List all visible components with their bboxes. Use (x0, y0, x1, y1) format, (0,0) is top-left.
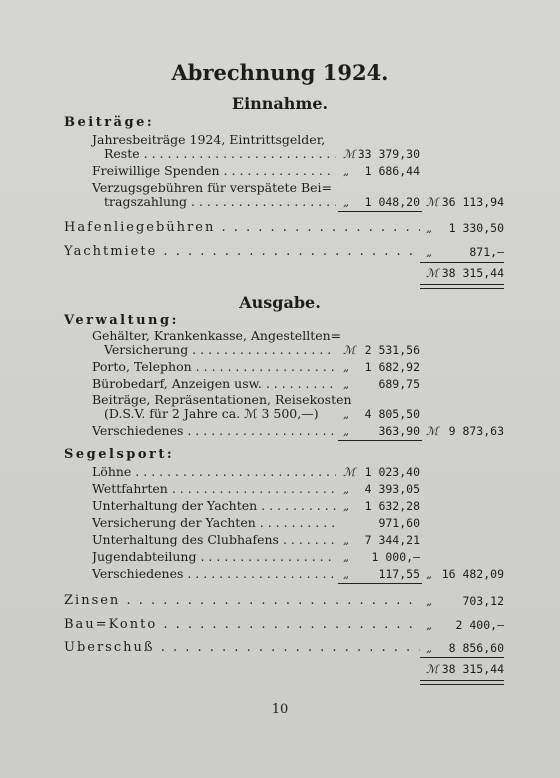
line-baukonto: Bau=Konto . . . (64, 617, 420, 636)
subtotal-verwaltung: 9 873,63 (448, 424, 504, 438)
currency-mark: ℳ (426, 662, 439, 676)
line-jahresbeitraege-1: Jahresbeiträge 1924, Eintrittsgelder, (92, 132, 326, 147)
sum-rule (338, 583, 422, 584)
line-verzug-2: tragszahlung . . . (104, 194, 336, 212)
currency-mark: ℳ (343, 465, 356, 479)
list-item-amount: 4 393,05 (364, 482, 420, 496)
ditto-mark: „ (343, 424, 349, 438)
currency-mark: ℳ (343, 343, 356, 357)
amount-baukonto: 2 400,— (455, 618, 504, 632)
line-zinsen: Zinsen . . . (64, 593, 420, 612)
section-segelsport: Segelsport: (64, 447, 175, 462)
line-spenden: Freiwillige Spenden . . . (92, 163, 336, 181)
expense-heading: Ausgabe. (239, 293, 321, 312)
list-item: Jugendabteilung . . . (92, 549, 336, 567)
amount-ueberschuss: 8 856,60 (448, 641, 504, 655)
amount-beitraege-repr: 4 805,50 (364, 407, 420, 421)
list-item: Wettfahrten . . . (92, 481, 336, 499)
subtotal-beitraege: 36 113,94 (441, 195, 504, 209)
ditto-mark: „ (426, 641, 432, 655)
line-porto: Porto, Telephon . . . (92, 359, 336, 377)
sum-rule (338, 440, 422, 441)
line-verzug-1: Verzugsgebühren für verspätete Bei= (92, 180, 333, 195)
amount-jahresbeitraege: 33 379,30 (357, 147, 420, 161)
amount-yachtmiete: 871,— (469, 245, 504, 259)
total-double-rule (420, 684, 504, 685)
ditto-mark: „ (426, 245, 432, 259)
amount-hafen: 1 330,50 (448, 221, 504, 235)
line-hafen: Hafenliegebühren . . . (64, 220, 420, 239)
list-item-amount: 1 632,28 (364, 499, 420, 513)
currency-mark: ℳ (426, 195, 439, 209)
section-verwaltung: Verwaltung: (64, 313, 179, 328)
list-item-amount: 1 023,40 (364, 465, 420, 479)
list-item-amount: 117,55 (378, 567, 420, 581)
amount-verzug: 1 048,20 (364, 195, 420, 209)
sum-rule (420, 262, 504, 263)
ditto-mark: „ (343, 499, 349, 513)
ditto-mark: „ (343, 550, 349, 564)
ditto-mark: „ (343, 195, 349, 209)
amount-gehaelter: 2 531,56 (364, 343, 420, 357)
ditto-mark: „ (426, 594, 432, 608)
ditto-mark: „ (343, 533, 349, 547)
line-gehaelter-2: Versicherung . . . (104, 342, 336, 360)
amount-verschiedenes: 363,90 (378, 424, 420, 438)
list-item: Unterhaltung des Clubhafens . . . (92, 532, 336, 550)
ditto-mark: „ (426, 221, 432, 235)
section-beitraege: Beiträge: (64, 115, 155, 130)
list-item: Löhne . . . (92, 464, 336, 482)
expense-total: 38 315,44 (441, 662, 504, 676)
sum-rule (420, 657, 504, 658)
currency-mark: ℳ (426, 424, 439, 438)
total-double-rule (420, 680, 504, 681)
total-double-rule (420, 288, 504, 289)
amount-porto: 1 682,92 (364, 360, 420, 374)
ditto-mark: „ (343, 482, 349, 496)
list-item-amount: 7 344,21 (364, 533, 420, 547)
list-item: Unterhaltung der Yachten . . . (92, 498, 336, 516)
list-item-amount: 1 000,— (371, 550, 420, 564)
ditto-mark: „ (343, 407, 349, 421)
currency-mark: ℳ (343, 147, 356, 161)
line-beitraege-repr-2: (D.S.V. für 2 Jahre ca. ℳ 3 500,—) (104, 406, 319, 421)
amount-zinsen: 703,12 (462, 594, 504, 608)
total-double-rule (420, 284, 504, 285)
list-item: Versicherung der Yachten . . . (92, 515, 336, 533)
amount-spenden: 1 686,44 (364, 164, 420, 178)
line-ueberschuss: Überschuß . . . (64, 640, 420, 659)
ditto-mark: „ (343, 360, 349, 374)
list-item: Verschiedenes . . . (92, 566, 336, 584)
ditto-mark: „ (343, 567, 349, 581)
line-yachtmiete: Yachtmiete . . . (64, 244, 420, 263)
line-verschiedenes: Verschiedenes . . . (92, 423, 336, 441)
currency-mark: ℳ (426, 266, 439, 280)
page-number: 10 (271, 702, 289, 717)
line-gehaelter-1: Gehälter, Krankenkasse, Angestellten= (92, 328, 342, 343)
ditto-mark: „ (426, 567, 432, 581)
ditto-mark: „ (343, 164, 349, 178)
income-heading: Einnahme. (231, 94, 329, 113)
ditto-mark: „ (426, 618, 432, 632)
line-buerobedarf: Bürobedarf, Anzeigen usw. . . . (92, 376, 336, 394)
ditto-mark: „ (343, 377, 349, 391)
line-jahresbeitraege-2: Reste . . . (104, 146, 336, 164)
line-beitraege-repr-1: Beiträge, Repräsentationen, Reisekosten (92, 392, 352, 407)
income-total: 38 315,44 (441, 266, 504, 280)
list-item-amount: 971,60 (378, 516, 420, 530)
subtotal-segelsport: 16 482,09 (441, 567, 504, 581)
page-title: Abrechnung 1924. (171, 60, 389, 85)
sum-rule (338, 211, 422, 212)
amount-buerobedarf: 689,75 (378, 377, 420, 391)
